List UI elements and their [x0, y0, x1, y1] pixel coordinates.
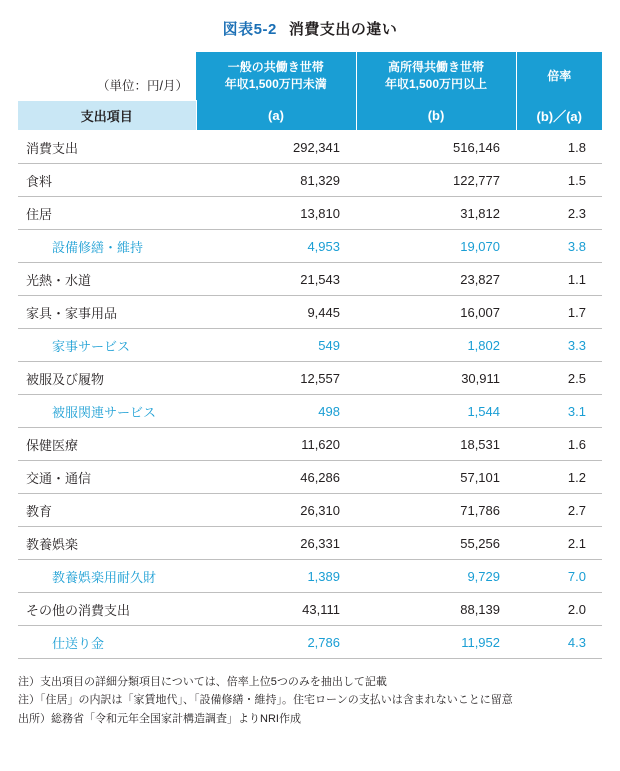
table-row	[18, 494, 602, 527]
row-label: 家事サービス	[18, 329, 196, 362]
table-header	[18, 52, 602, 131]
subheader-row	[18, 101, 602, 131]
table-row	[18, 626, 602, 659]
row-label: 保健医療	[18, 428, 196, 461]
header-col-b	[356, 52, 516, 101]
table-row	[18, 527, 602, 560]
row-value-a: 498	[196, 395, 356, 428]
row-value-a: 13,810	[196, 197, 356, 230]
row-label: 教養娯楽用耐久財	[18, 560, 196, 593]
row-label: 食料	[18, 164, 196, 197]
table-row	[18, 197, 602, 230]
row-label: その他の消費支出	[18, 593, 196, 626]
row-value-a: 26,310	[196, 494, 356, 527]
row-value-a: 11,620	[196, 428, 356, 461]
header-col-ratio: 倍率	[516, 52, 602, 101]
table-row	[18, 593, 602, 626]
row-value-a: 4,953	[196, 230, 356, 263]
row-value-b: 16,007	[356, 296, 516, 329]
row-value-a: 46,286	[196, 461, 356, 494]
row-label: 教養娯楽	[18, 527, 196, 560]
row-ratio: 1.8	[516, 131, 602, 164]
row-value-b: 122,777	[356, 164, 516, 197]
row-ratio: 1.1	[516, 263, 602, 296]
row-ratio: 2.5	[516, 362, 602, 395]
subheader-b: (b)	[356, 101, 516, 131]
row-value-b: 57,101	[356, 461, 516, 494]
table-row	[18, 362, 602, 395]
header-col-a-line1: 一般の共働き世帯	[227, 60, 324, 74]
row-ratio: 2.0	[516, 593, 602, 626]
note-2: 注）「住居」の内訳は「家賃地代」、「設備修繕・維持」。住宅ローンの支払いは含まれないことに留意	[18, 694, 513, 707]
table-row	[18, 230, 602, 263]
row-value-a: 21,543	[196, 263, 356, 296]
row-ratio: 1.7	[516, 296, 602, 329]
row-label: 設備修繕・維持	[18, 230, 196, 263]
row-value-b: 19,070	[356, 230, 516, 263]
row-value-b: 71,786	[356, 494, 516, 527]
table-row	[18, 263, 602, 296]
table-row	[18, 329, 602, 362]
row-value-a: 9,445	[196, 296, 356, 329]
row-value-b: 88,139	[356, 593, 516, 626]
note-3: 出所）総務省「令和元年全国家計構造調査」よりNRI作成	[18, 712, 301, 725]
table-row	[18, 164, 602, 197]
row-value-b: 55,256	[356, 527, 516, 560]
row-ratio: 1.5	[516, 164, 602, 197]
row-value-b: 1,802	[356, 329, 516, 362]
table-row	[18, 428, 602, 461]
row-value-a: 292,341	[196, 131, 356, 164]
row-ratio: 2.1	[516, 527, 602, 560]
row-value-a: 1,389	[196, 560, 356, 593]
row-label: 住居	[18, 197, 196, 230]
expenditure-table	[18, 51, 602, 659]
row-label: 被服関連サービス	[18, 395, 196, 428]
row-label: 教育	[18, 494, 196, 527]
row-value-b: 11,952	[356, 626, 516, 659]
header-col-a	[196, 52, 356, 101]
row-value-a: 43,111	[196, 593, 356, 626]
row-value-b: 9,729	[356, 560, 516, 593]
row-label: 家具・家事用品	[18, 296, 196, 329]
row-ratio: 3.1	[516, 395, 602, 428]
row-ratio: 3.3	[516, 329, 602, 362]
figure-code: 図表5-2	[222, 21, 277, 38]
figure-page	[0, 18, 620, 771]
table-row	[18, 560, 602, 593]
table-row	[18, 296, 602, 329]
row-value-a: 549	[196, 329, 356, 362]
figure-title-text: 消費支出の違い	[288, 21, 398, 38]
row-ratio: 3.8	[516, 230, 602, 263]
row-ratio: 1.6	[516, 428, 602, 461]
row-ratio: 2.7	[516, 494, 602, 527]
row-value-b: 516,146	[356, 131, 516, 164]
row-value-b: 18,531	[356, 428, 516, 461]
row-ratio: 1.2	[516, 461, 602, 494]
unit-label: （単位：円/月）	[18, 52, 196, 101]
row-label: 被服及び履物	[18, 362, 196, 395]
row-value-b: 1,544	[356, 395, 516, 428]
row-label: 交通・通信	[18, 461, 196, 494]
row-label: 光熱・水道	[18, 263, 196, 296]
row-value-a: 12,557	[196, 362, 356, 395]
row-value-a: 2,786	[196, 626, 356, 659]
subheader-item: 支出項目	[18, 101, 196, 131]
subheader-ratio: (b)／(a)	[516, 101, 602, 131]
header-col-a-line2: 年収1,500万円未満	[224, 77, 327, 92]
header-col-b-line2: 年収1,500万円以上	[384, 77, 488, 92]
table-row	[18, 131, 602, 164]
page-title	[0, 18, 620, 39]
header-row	[18, 52, 602, 101]
row-value-a: 26,331	[196, 527, 356, 560]
row-value-b: 23,827	[356, 263, 516, 296]
notes-block	[18, 673, 602, 727]
row-label: 消費支出	[18, 131, 196, 164]
row-ratio: 7.0	[516, 560, 602, 593]
table-row	[18, 395, 602, 428]
row-ratio: 4.3	[516, 626, 602, 659]
row-ratio: 2.3	[516, 197, 602, 230]
table-row	[18, 461, 602, 494]
row-label: 仕送り金	[18, 626, 196, 659]
row-value-b: 31,812	[356, 197, 516, 230]
row-value-b: 30,911	[356, 362, 516, 395]
header-col-b-line1: 高所得共働き世帯	[387, 60, 484, 74]
subheader-a: (a)	[196, 101, 356, 131]
table-body	[18, 131, 602, 659]
note-1: 注）支出項目の詳細分類項目については、倍率上位5つのみを抽出して記載	[18, 676, 387, 689]
row-value-a: 81,329	[196, 164, 356, 197]
